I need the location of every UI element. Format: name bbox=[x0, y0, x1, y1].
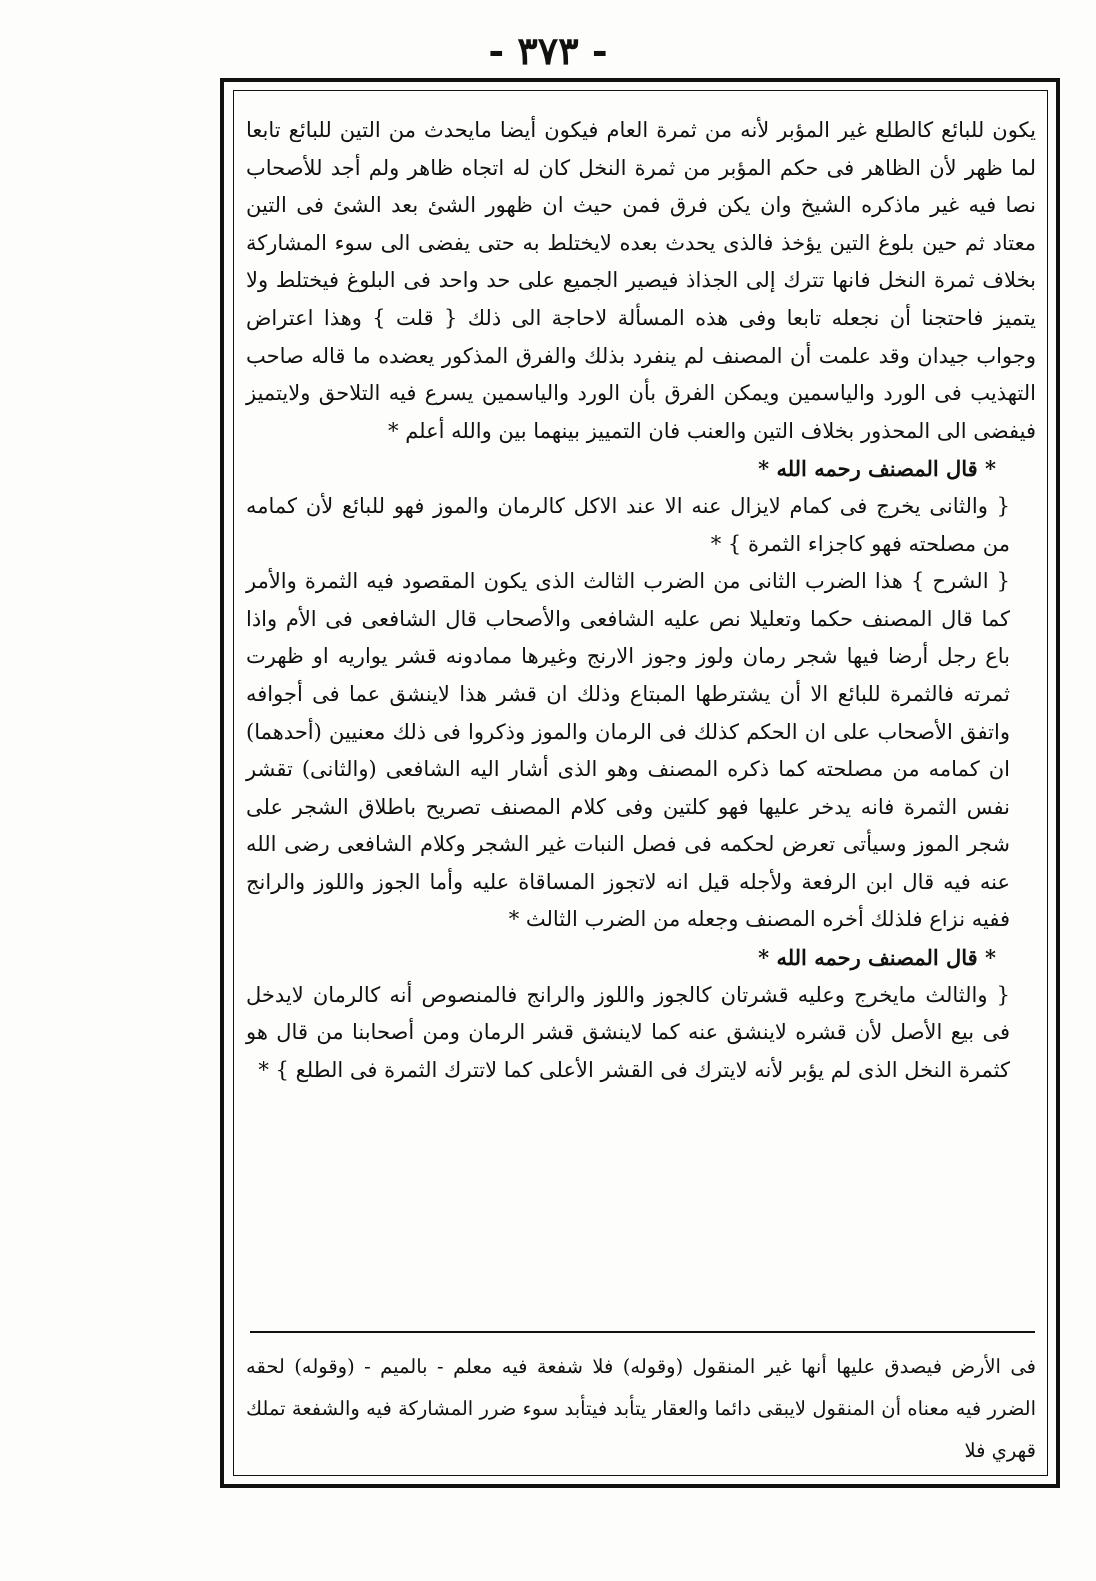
footnote-text: فى الأرض فيصدق عليها أنها غير المنقول (وقوله) فلا شفعة فيه معلم - بالميم - (وقوله) لحقه الضرر فيه معناه أن المنقول لايبقى دائما والعقار يتأبد فيتأبد سوء ضرر المشاركة فيه والشفعة تملك قهري فلا bbox=[246, 1355, 1036, 1462]
footnote-separator bbox=[250, 1331, 1035, 1333]
page-number: - ٣٧٣ - bbox=[488, 28, 608, 73]
main-text bbox=[246, 112, 1036, 1089]
footnotes bbox=[246, 1346, 1036, 1472]
paragraph-sharh-second-type: { الشرح } هذا الضرب الثانى من الضرب الثالث الذى يكون المقصود فيه الثمرة والأمر كما قال المصنف حكما وتعليلا نص عليه الشافعى والأصحاب قال الشافعى فى الأم واذا باع رجل أرضا فيها شجر رمان ولوز وجوز الارنج وغيرها ممادونه قشر يواريه او ظهرت ثمرته فالثمرة للبائع الا أن يشترطها المبتاع وذلك ان قشر هذا لاينشق عما فى أجوافه واتفق الأصحاب على ان الحكم كذلك فى الرمان والموز وذكروا فى ذلك معنيين (أحدهما) ان كمامه من مصلحته كما ذكره المصنف وهو الذى أشار اليه الشافعى (والثانى) تقشر نفس الثمرة فانه يدخر عليها فهو كلتين وفى كلام المصنف تصريح باطلاق الشجر على شجر الموز وسيأتى تعرض لحكمه فى فصل النبات غير الشجر وكلام الشافعى رضى الله عنه فيه قال ابن الرفعة ولأجله قيل انه لاتجوز المساقاة عليه وأما الجوز واللوز والرانج ففيه نزاع فلذلك أخره المصنف وجعله من الضرب الثالث * bbox=[246, 569, 1010, 932]
paragraph-matn-third-type: { والثالث مايخرج وعليه قشرتان كالجوز واللوز والرانج فالمنصوص أنه كالرمان لايدخل فى بيع الأصل لأن قشره لاينشق عنه كما لاينشق قشر الرمان ومن أصحابنا من قال هو كثمرة النخل الذى لم يؤبر لأنه لايترك فى القشر الأعلى كما لاتترك الثمرة فى الطلع } * bbox=[246, 982, 1010, 1082]
paragraph-commentary-continuation: يكون للبائع كالطلع غير المؤبر لأنه من ثمرة العام فيكون أيضا مايحدث من التين للبائع تابعا لما ظهر لأن الظاهر فى حكم المؤبر من ثمرة النخل كان له اتجاه ظاهر ولم أجد للأصحاب نصا فيه غير ماذكره الشيخ وان يكن فرق فمن حيث ان ظهور الشئ بعد الشئ فى التين معتاد ثم حين بلوغ التين يؤخذ فالذى يحدث بعده لايختلط به حتى يفضى الى سوء المشاركة بخلاف ثمرة النخل فانها تترك إلى الجذاذ فيصير الجميع على حد واحد فى البلوغ فيختلط ولا يتميز فاحتجنا أن نجعله تابعا وفى هذه المسألة لاحاجة الى ذلك { قلت } وهذا اعتراض وجواب جيدان وقد علمت أن المصنف لم ينفرد بذلك والفرق المذكور يعضده ما قاله صاحب التهذيب فى الورد والياسمين ويمكن الفرق بأن الورد والياسمين يسرع فيه التلاحق ولايتميز فيفضى الى المحذور بخلاف التين والعنب فان التمييز بينهما بين والله أعلم * bbox=[246, 118, 1036, 443]
heading-author-said-2: * قال المصنف رحمه الله * bbox=[758, 945, 996, 971]
heading-author-said-1: * قال المصنف رحمه الله * bbox=[758, 456, 996, 482]
paragraph-matn-second-type: { والثانى يخرج فى كمام لايزال عنه الا عند الاكل كالرمان والموز فهو للبائع لأن كمامه من مصلحته فهو كاجزاء الثمرة } * bbox=[246, 493, 1010, 556]
